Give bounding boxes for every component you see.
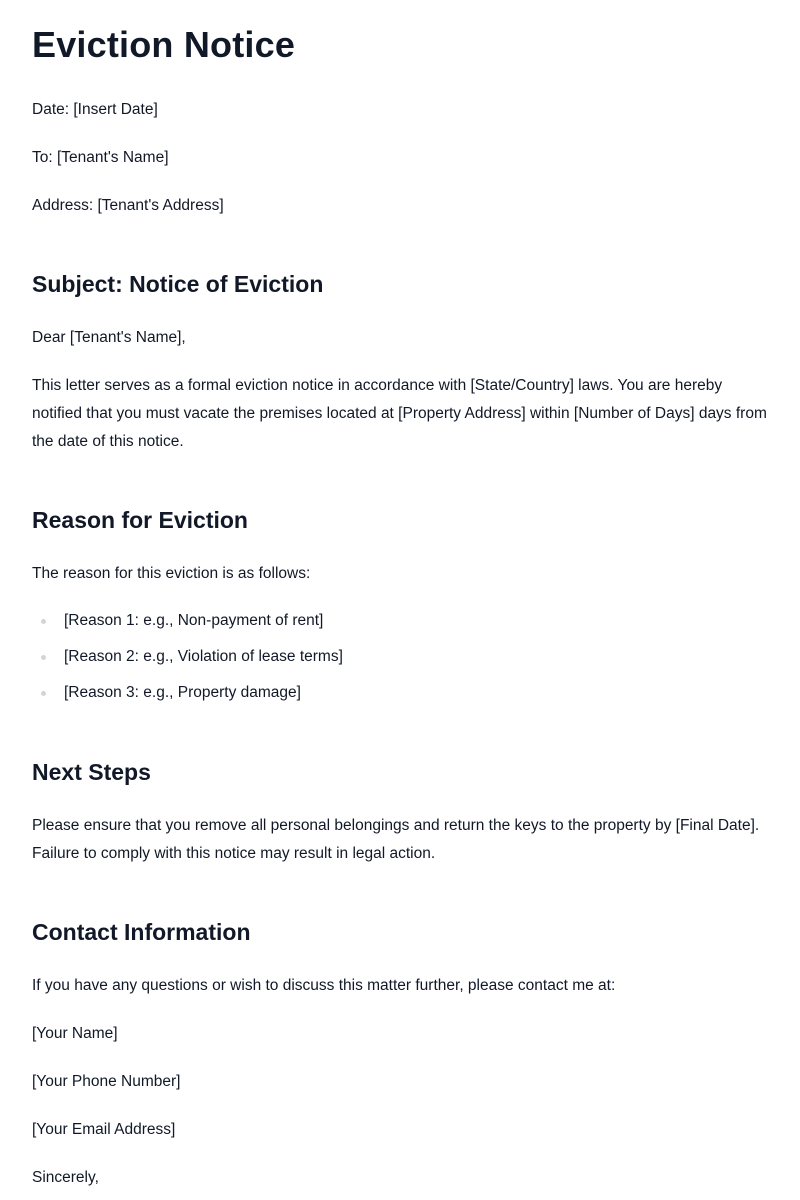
- subject-heading: Subject: Notice of Eviction: [32, 271, 324, 297]
- to-line: To: [Tenant's Name]: [32, 149, 169, 166]
- greeting: Dear [Tenant's Name],: [32, 329, 186, 346]
- signoff: Sincerely,: [32, 1169, 99, 1186]
- next-steps-heading: Next Steps: [32, 759, 151, 785]
- page-title: Eviction Notice: [32, 24, 296, 65]
- reason-item-text: [Reason 3: e.g., Property damage]: [64, 684, 301, 701]
- contact-heading: Contact Information: [32, 919, 251, 945]
- date-line: Date: [Insert Date]: [32, 101, 158, 118]
- list-item: [32, 607, 768, 643]
- reason-item-text: [Reason 1: e.g., Non-payment of rent]: [64, 612, 324, 629]
- subject-body: This letter serves as a formal eviction notice in accordance with [State/Country] laws. You are hereby notified that you must vacate the premises located at [Property Address] within [Number of Days] days from the date of this notice.: [32, 377, 767, 450]
- address-line: Address: [Tenant's Address]: [32, 197, 224, 214]
- reason-intro: The reason for this eviction is as follows:: [32, 565, 311, 582]
- contact-intro: If you have any questions or wish to discuss this matter further, please contact me at:: [32, 977, 616, 994]
- list-item: [32, 643, 768, 679]
- reason-item-text: [Reason 2: e.g., Violation of lease terms]: [64, 648, 343, 665]
- contact-email: [Your Email Address]: [32, 1121, 176, 1138]
- reason-heading: Reason for Eviction: [32, 507, 248, 533]
- reason-list: [32, 607, 768, 715]
- bullet-dot-icon: [41, 655, 46, 660]
- next-steps-body: Please ensure that you remove all personal belongings and return the keys to the property by [Final Date]. Failure to comply with this notice may result in legal action.: [32, 817, 760, 862]
- contact-phone: [Your Phone Number]: [32, 1073, 181, 1090]
- contact-name: [Your Name]: [32, 1025, 118, 1042]
- bullet-dot-icon: [41, 691, 46, 696]
- list-item: [32, 679, 768, 715]
- bullet-dot-icon: [41, 619, 46, 624]
